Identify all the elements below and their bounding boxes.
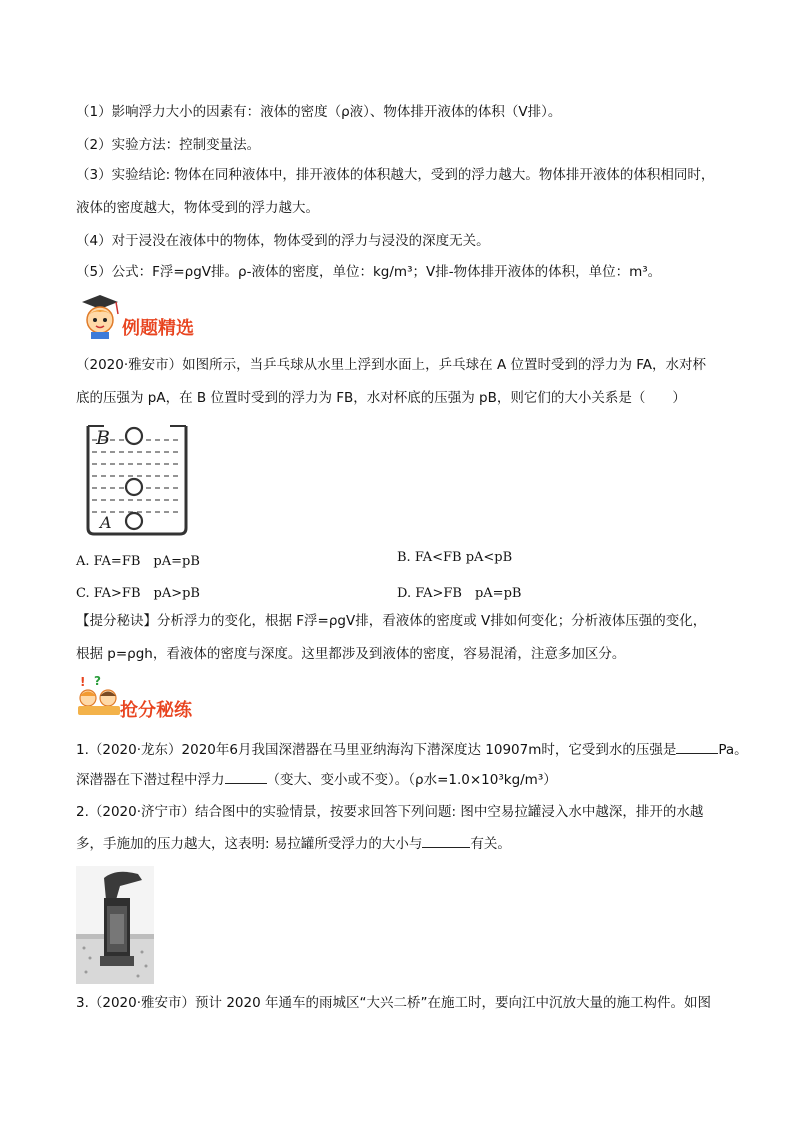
q1-answer-blank-1[interactable] xyxy=(676,740,718,754)
figure-label-a: A xyxy=(100,513,112,532)
q2-text-after-blank: 有关。 xyxy=(470,836,511,852)
q1-text-before-blank: 1.（2020·龙东）2020年6月我国深潜器在马里亚纳海沟下潜深度达 10907m时，它受到水的压强是 xyxy=(76,742,677,758)
practice-section-header xyxy=(74,674,234,722)
ball-position-b xyxy=(126,428,142,444)
knowledge-item-1: （1）影响浮力大小的因素有：液体的密度（ρ液）、物体排开液体的体积（V排）。 xyxy=(76,104,562,120)
example-question-line1: （2020·雅安市）如图所示，当乒乓球从水里上浮到水面上，乒乓球在 A 位置时受到的浮力为 FA，水对杯 xyxy=(76,357,707,373)
q2-answer-blank[interactable] xyxy=(422,834,470,848)
knowledge-item-5: （5）公式：F浮=ρgV排。ρ-液体的密度，单位：kg/m³；V排-物体排开液体的体积，单位：m³。 xyxy=(76,264,662,280)
q1-answer-blank-2[interactable] xyxy=(225,770,267,784)
svg-text:?: ? xyxy=(94,674,101,688)
option-b[interactable]: B. FA<FB pA<pB xyxy=(397,550,513,565)
ball-position-a xyxy=(126,513,142,529)
knowledge-item-2: （2）实验方法：控制变量法。 xyxy=(76,137,261,153)
svg-text:!: ! xyxy=(80,675,86,689)
q1-unit: Pa。 xyxy=(718,742,748,758)
example-question-line2: 底的压强为 pA，在 B 位置时受到的浮力为 FB，水对杯底的压强为 pB，则它们的大小关系是（ ） xyxy=(76,390,686,406)
q1-line2-text-after-blank: （变大、变小或不变）。（ρ水=1.0×10³kg/m³） xyxy=(266,772,557,788)
example-section-title: 例题精选 xyxy=(122,318,194,339)
knowledge-item-3-line2: 液体的密度越大，物体受到的浮力越大。 xyxy=(76,200,319,216)
practice-section-title: 抢分秘练 xyxy=(120,700,192,721)
student-mascot-icon xyxy=(76,292,124,340)
practice-q2-line2 xyxy=(76,834,511,853)
practice-q2-line1: 2.（2020·济宁市）结合图中的实验情景，按要求回答下列问题: 图中空易拉罐浸入水中越深，排开的水越 xyxy=(76,804,704,820)
option-d[interactable]: D. FA>FB pA=pB xyxy=(397,586,522,601)
beaker-figure xyxy=(84,422,194,538)
tip-line1: 【提分秘诀】分析浮力的变化，根据 F浮=ρgV排，看液体的密度或 V排如何变化；分析液体压强的变化， xyxy=(76,613,707,629)
example-section-header xyxy=(76,292,236,342)
tip-line2: 根据 p=ρgh，看液体的密度与深度。这里都涉及到液体的密度，容易混淆，注意多加区分。 xyxy=(76,646,626,662)
q2-text-before-blank: 多，手施加的压力越大，这表明: 易拉罐所受浮力的大小与 xyxy=(76,836,423,852)
kids-mascot-icon xyxy=(74,674,124,718)
can-experiment-photo xyxy=(76,866,154,984)
practice-q1-line1 xyxy=(76,740,748,759)
figure-label-b: B xyxy=(96,427,110,449)
practice-q1-line2 xyxy=(76,770,557,789)
knowledge-item-4: （4）对于浸没在液体中的物体，物体受到的浮力与浸没的深度无关。 xyxy=(76,233,490,249)
ball-middle xyxy=(126,479,142,495)
practice-q3-line1: 3.（2020·雅安市）预计 2020 年通车的雨城区“大兴二桥”在施工时，要向江中沉放大量的施工构件。如图 xyxy=(76,995,711,1011)
knowledge-item-3-line1: （3）实验结论: 物体在同种液体中，排开液体的体积越大，受到的浮力越大。物体排开液体的体积相同时， xyxy=(76,167,715,183)
option-a[interactable]: A. FA=FB pA=pB xyxy=(76,554,200,569)
option-c[interactable]: C. FA>FB pA>pB xyxy=(76,586,200,601)
q1-line2-text-before-blank: 深潜器在下潜过程中浮力 xyxy=(76,772,225,788)
